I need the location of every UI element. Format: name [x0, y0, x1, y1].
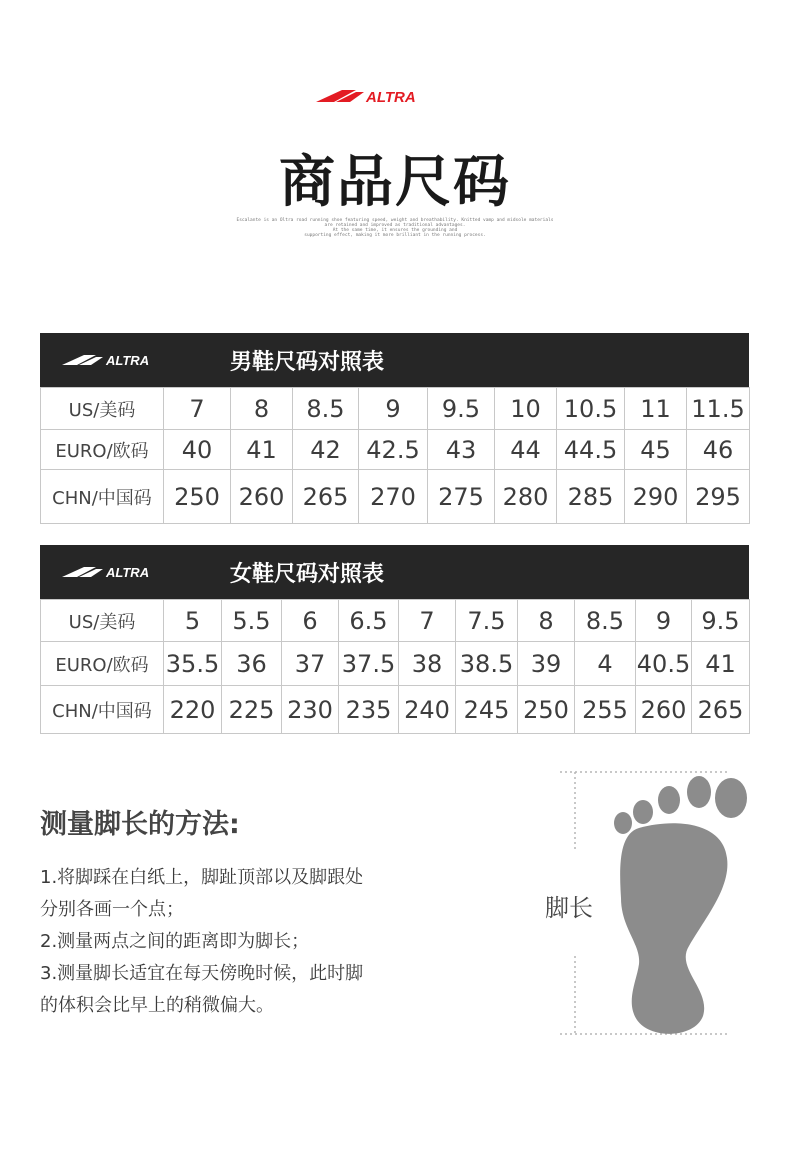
table-title: 男鞋尺码对照表 [230, 349, 385, 375]
tagline-line: Escalante is an Oltra road running shoe featuring speed, weight and breathability. Knitted vamp and midsole materials [236, 218, 554, 223]
measure-steps [40, 862, 420, 1022]
size-cell: 225 [222, 686, 282, 734]
men-size-table [40, 333, 749, 524]
size-cell: 9 [636, 600, 692, 642]
size-cell: 37.5 [339, 642, 399, 686]
altra-logo [316, 86, 476, 106]
size-cell: 8.5 [575, 600, 636, 642]
size-cell: 7.5 [456, 600, 518, 642]
size-cell: 220 [164, 686, 222, 734]
size-cell: 5.5 [222, 600, 282, 642]
size-grid [40, 599, 750, 734]
row-label: US/美码 [41, 388, 164, 430]
size-cell: 35.5 [164, 642, 222, 686]
step-text: 3.测量脚长适宜在每天傍晚时候，此时脚 [40, 963, 364, 984]
size-cell: 235 [339, 686, 399, 734]
size-cell: 290 [625, 470, 687, 524]
table-row [41, 600, 750, 642]
table-row [41, 388, 750, 430]
size-cell: 46 [687, 430, 750, 470]
row-label: US/美码 [41, 600, 164, 642]
foot-length-label: 脚长 [545, 886, 593, 925]
size-cell: 43 [428, 430, 495, 470]
size-cell: 250 [164, 470, 231, 524]
step-text: 的体积会比早上的稍微偏大。 [40, 995, 274, 1016]
size-grid [40, 387, 750, 524]
row-label: EURO/欧码 [41, 642, 164, 686]
size-cell: 245 [456, 686, 518, 734]
size-cell: 295 [687, 470, 750, 524]
tagline-line: supporting effect, making it more brilliant in the running process. [304, 233, 486, 238]
size-cell: 42 [293, 430, 359, 470]
table-header [40, 333, 749, 387]
size-cell: 265 [692, 686, 750, 734]
altra-logo-text: ALTRA [106, 353, 150, 368]
row-label: CHN/中国码 [41, 686, 164, 734]
size-cell: 255 [575, 686, 636, 734]
size-cell: 37 [282, 642, 339, 686]
size-cell: 7 [164, 388, 231, 430]
size-cell: 6 [282, 600, 339, 642]
size-cell: 275 [428, 470, 495, 524]
row-label: CHN/中国码 [41, 470, 164, 524]
table-row [41, 470, 750, 524]
size-cell: 270 [359, 470, 428, 524]
size-cell: 10 [495, 388, 557, 430]
size-cell: 38.5 [456, 642, 518, 686]
size-cell: 39 [518, 642, 575, 686]
table-row [41, 642, 750, 686]
step-text: 1.将脚踩在白纸上，脚趾顶部以及脚跟处 [40, 867, 364, 888]
size-cell: 8.5 [293, 388, 359, 430]
altra-logo [62, 564, 208, 580]
altra-logo-text: ALTRA [366, 89, 416, 106]
size-cell: 5 [164, 600, 222, 642]
row-label: EURO/欧码 [41, 430, 164, 470]
size-cell: 44.5 [557, 430, 625, 470]
size-cell: 265 [293, 470, 359, 524]
step-text: 分别各画一个点； [40, 899, 184, 920]
size-cell: 10.5 [557, 388, 625, 430]
tagline-line: At the same time, it ensures the grounding and [332, 228, 458, 233]
step-text: 2.测量两点之间的距离即为脚长； [40, 931, 310, 952]
size-cell: 4 [575, 642, 636, 686]
size-cell: 44 [495, 430, 557, 470]
tagline [200, 218, 590, 238]
size-cell: 7 [399, 600, 456, 642]
altra-logo-text: ALTRA [106, 565, 150, 580]
measure-title: 测量脚长的方法: [40, 809, 240, 840]
size-cell: 45 [625, 430, 687, 470]
size-cell: 11.5 [687, 388, 750, 430]
altra-logo [62, 352, 208, 368]
size-cell: 9.5 [692, 600, 750, 642]
page-title: 商品尺码 [279, 150, 511, 215]
table-title: 女鞋尺码对照表 [230, 561, 385, 587]
size-cell: 11 [625, 388, 687, 430]
women-size-table [40, 545, 749, 734]
size-cell: 9 [359, 388, 428, 430]
size-cell: 250 [518, 686, 575, 734]
tagline-line: are retained and improved as traditional advantages. [324, 223, 466, 228]
size-cell: 285 [557, 470, 625, 524]
size-cell: 260 [231, 470, 293, 524]
size-cell: 230 [282, 686, 339, 734]
size-cell: 38 [399, 642, 456, 686]
size-cell: 36 [222, 642, 282, 686]
table-row [41, 430, 750, 470]
size-cell: 42.5 [359, 430, 428, 470]
size-cell: 280 [495, 470, 557, 524]
size-cell: 240 [399, 686, 456, 734]
size-cell: 40.5 [636, 642, 692, 686]
size-cell: 6.5 [339, 600, 399, 642]
size-cell: 40 [164, 430, 231, 470]
size-cell: 8 [518, 600, 575, 642]
size-cell: 41 [692, 642, 750, 686]
size-cell: 260 [636, 686, 692, 734]
size-cell: 9.5 [428, 388, 495, 430]
size-cell: 41 [231, 430, 293, 470]
size-cell: 8 [231, 388, 293, 430]
table-row [41, 686, 750, 734]
table-header [40, 545, 749, 599]
foot-icon [614, 776, 747, 1034]
